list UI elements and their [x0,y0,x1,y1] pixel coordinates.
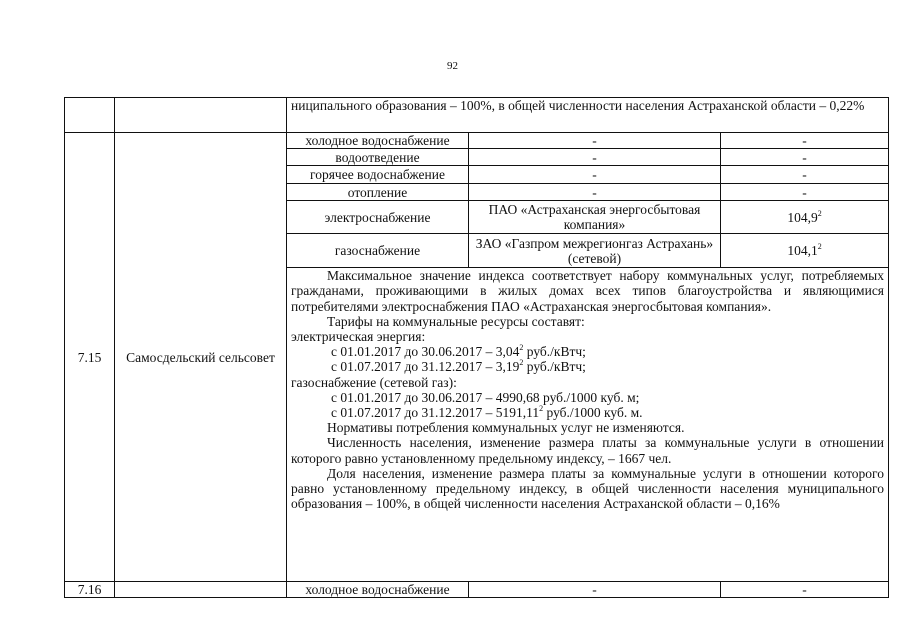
row-number: 7.15 [65,133,115,582]
paragraph: Доля населения, изменение размера платы за коммунальные услуги в отношении которого равно установленному предельному индексу, в общей численности населения муниципального образования – 100%, в общей численности населения Астраханской области – 0,16% [291,465,885,512]
index-value: - [721,166,889,184]
paragraph: Численность населения, изменение размера платы за коммунальные услуги в отношении которого равно установленному предельному индексу, – 1667 чел. [291,435,885,466]
table-row [65,98,889,133]
settlement-name [115,98,287,133]
provider-name: - [469,133,721,149]
index-value: - [721,133,889,149]
paragraph: газоснабжение (сетевой газ): [291,374,457,390]
paragraph: Максимальное значение индекса соответствует набору коммунальных услуг, потребляемых гражданами, проживающими в жилых домах всех типов благоустройства и являющимися потребителями электроснабжения ПАО «Астраханская энергосбытовая компания». [291,268,885,314]
index-value: - [721,582,889,598]
settlement-name: Самосдельский сельсовет [115,133,287,582]
tariff-line: с 01.07.2017 до 31.12.2017 – 3,19$^2$ руб./кВтч; [331,358,586,375]
table-row [65,133,889,149]
text-cell [287,98,889,133]
provider-name: - [469,582,721,598]
table-row [65,582,889,598]
index-value: - [721,184,889,201]
provider-name: - [469,149,721,166]
text-cell [287,268,889,582]
footnote-mark: 2 [817,208,822,218]
index-value: 104,1$^2$ [721,234,889,268]
utility-name: газоснабжение [287,234,469,268]
paragraph: ниципального образования – 100%, в общей численности населения Астраханской области – 0,22% [291,98,865,113]
utility-name: водоотведение [287,149,469,166]
provider-name: - [469,184,721,201]
row-number [65,98,115,133]
index-value: - [721,149,889,166]
utility-name: холодное водоснабжение [287,133,469,149]
tariff-line: с 01.07.2017 до 31.12.2017 – 5191,11$^2$ руб./1000 куб. м. [331,404,643,421]
index-value: 104,9$^2$ [721,201,889,234]
utility-name: электроснабжение [287,201,469,234]
utility-name: горячее водоснабжение [287,166,469,184]
page-number: 92 [447,60,458,72]
tariff-line: с 01.01.2017 до 30.06.2017 – 4990,68 руб./1000 куб. м; [331,389,640,405]
tariff-line: с 01.01.2017 до 30.06.2017 – 3,04$^2$ руб./кВтч; [331,343,586,360]
footnote-mark: 2 [817,242,822,252]
provider-name: ЗАО «Газпром межрегионгаз Астрахань» (сетевой) [469,234,721,268]
utility-name: отопление [287,184,469,201]
tariff-table [64,97,889,598]
utility-name: холодное водоснабжение [287,582,469,598]
settlement-name [115,582,287,598]
paragraph: Тарифы на коммунальные ресурсы составят: [327,313,585,329]
paragraph: Нормативы потребления коммунальных услуг не изменяются. [327,420,685,436]
row-number: 7.16 [65,582,115,598]
provider-name: ПАО «Астраханская энергосбытовая компания» [469,201,721,234]
provider-name: - [469,166,721,184]
paragraph: электрическая энергия: [291,329,426,345]
